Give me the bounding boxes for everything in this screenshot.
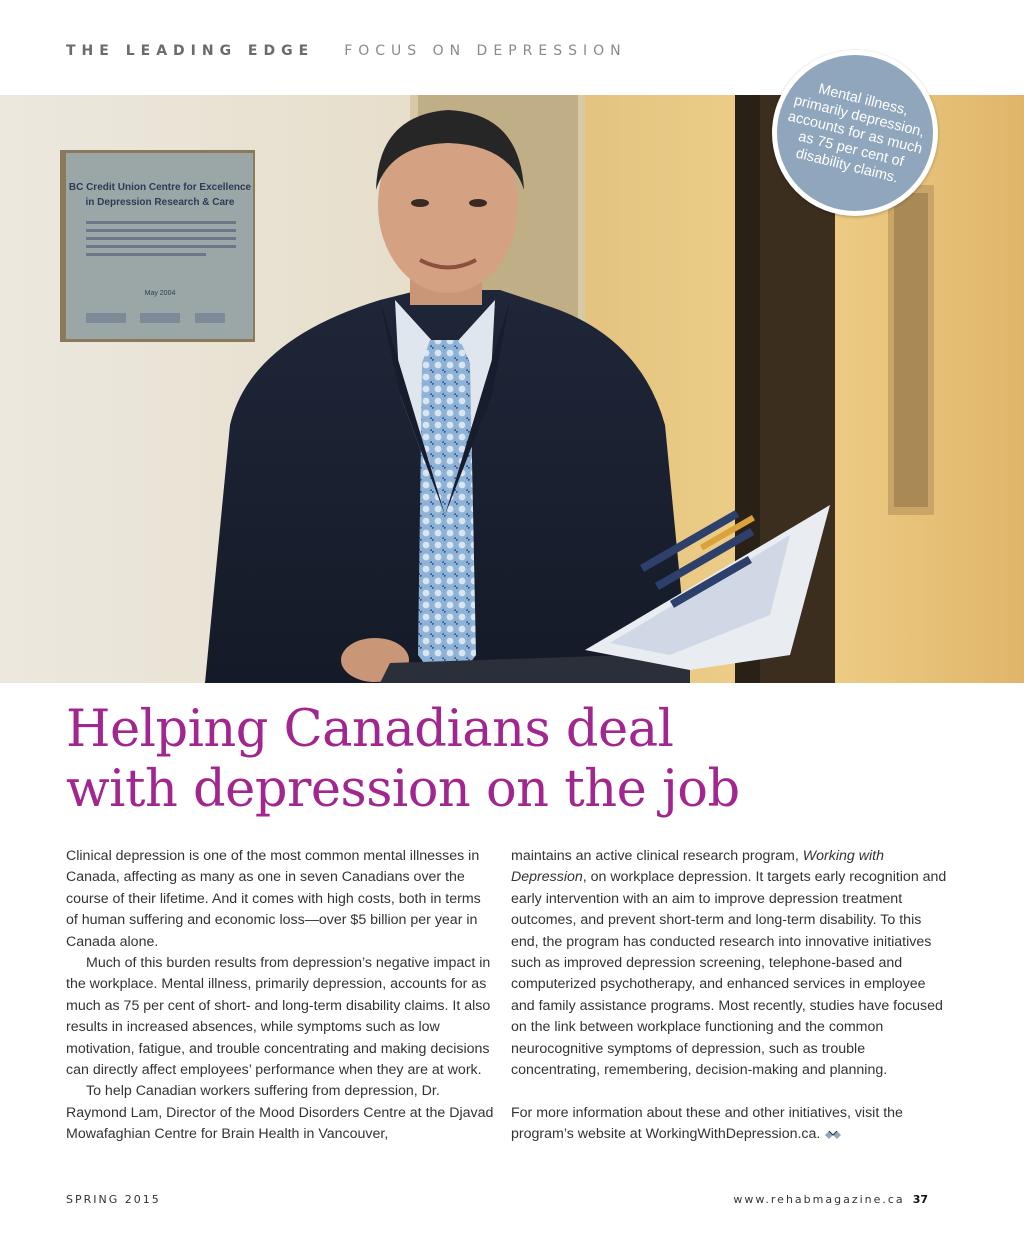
- pull-quote-callout: [772, 50, 938, 216]
- paragraph-text: , on workplace depression. It targets early recognition and early intervention with an aim to improve depression treatment outcomes, and prevent short-term and long-term disability. To this end, the program has conducted research into innovative initiatives such as improved depression screening, telephone-based and computerized psychotherapy, and enhanced services in employee and family assistance programs. Most recently, studies have focused on the link between workplace functioning and the common neurocognitive symptoms of depression, such as trouble concentrating, remembering, decision-making and planning.: [511, 869, 947, 1079]
- paragraph-text: maintains an active clinical research program,: [511, 848, 803, 864]
- paragraph: To help Canadian workers suffering from depression, Dr. Raymond Lam, Director of the Mood Disorders Centre at the Djavad Mowafaghian Centre for Brain Health in Vancouver,: [66, 1083, 494, 1143]
- section-topic: FOCUS ON DEPRESSION: [344, 43, 627, 59]
- section-name: THE LEADING EDGE: [66, 43, 315, 59]
- svg-text:BC Credit Union Centre for Exc: BC Credit Union Centre for Excellence: [68, 182, 252, 193]
- page-number: 37: [912, 1193, 928, 1206]
- footer: [733, 1193, 928, 1206]
- svg-text:in Depression Research & Care: in Depression Research & Care: [85, 197, 235, 208]
- headline-line-1: Helping Canadians deal: [66, 700, 674, 759]
- program-name: Working with Depression: [511, 848, 884, 886]
- end-of-article-icon: [824, 1130, 842, 1140]
- paragraph-text: For more information about these and other initiatives, visit the program’s website at WorkingWithDepression.ca.: [511, 1104, 903, 1143]
- footer-issue: SPRING 2015: [66, 1193, 161, 1206]
- running-header: [66, 40, 627, 62]
- article-headline: [66, 700, 966, 820]
- body-column-left: [66, 846, 496, 1146]
- svg-text:May 2004: May 2004: [144, 290, 176, 297]
- footer-website: www.rehabmagazine.ca: [733, 1193, 905, 1206]
- paragraph: [511, 1103, 951, 1146]
- headline-line-2: with depression on the job: [66, 760, 740, 819]
- paragraph: Clinical depression is one of the most common mental illnesses in Canada, affecting as many as one in seven Canadians over the course of their lifetime. And it comes with high costs, both in terms of human suffering and economic loss—over $5 billion per year in Canada alone.: [66, 848, 481, 950]
- paragraph: [511, 846, 951, 1081]
- body-column-right: [511, 846, 951, 1146]
- paragraph: Much of this burden results from depression’s negative impact in the workplace. Mental illness, primarily depression, accounts for as much as 75 per cent of short- and long-term disability claims. It also results in increased absences, while symptoms such as low motivation, fatigue, and trouble concentrating and making decisions can directly affect employees’ performance when they are at work.: [66, 955, 491, 1079]
- wall-plaque: [60, 150, 255, 342]
- pull-quote-text: Mental illness, primarily depression, accounts for as much as 75 per cent of disability claims.: [786, 80, 927, 186]
